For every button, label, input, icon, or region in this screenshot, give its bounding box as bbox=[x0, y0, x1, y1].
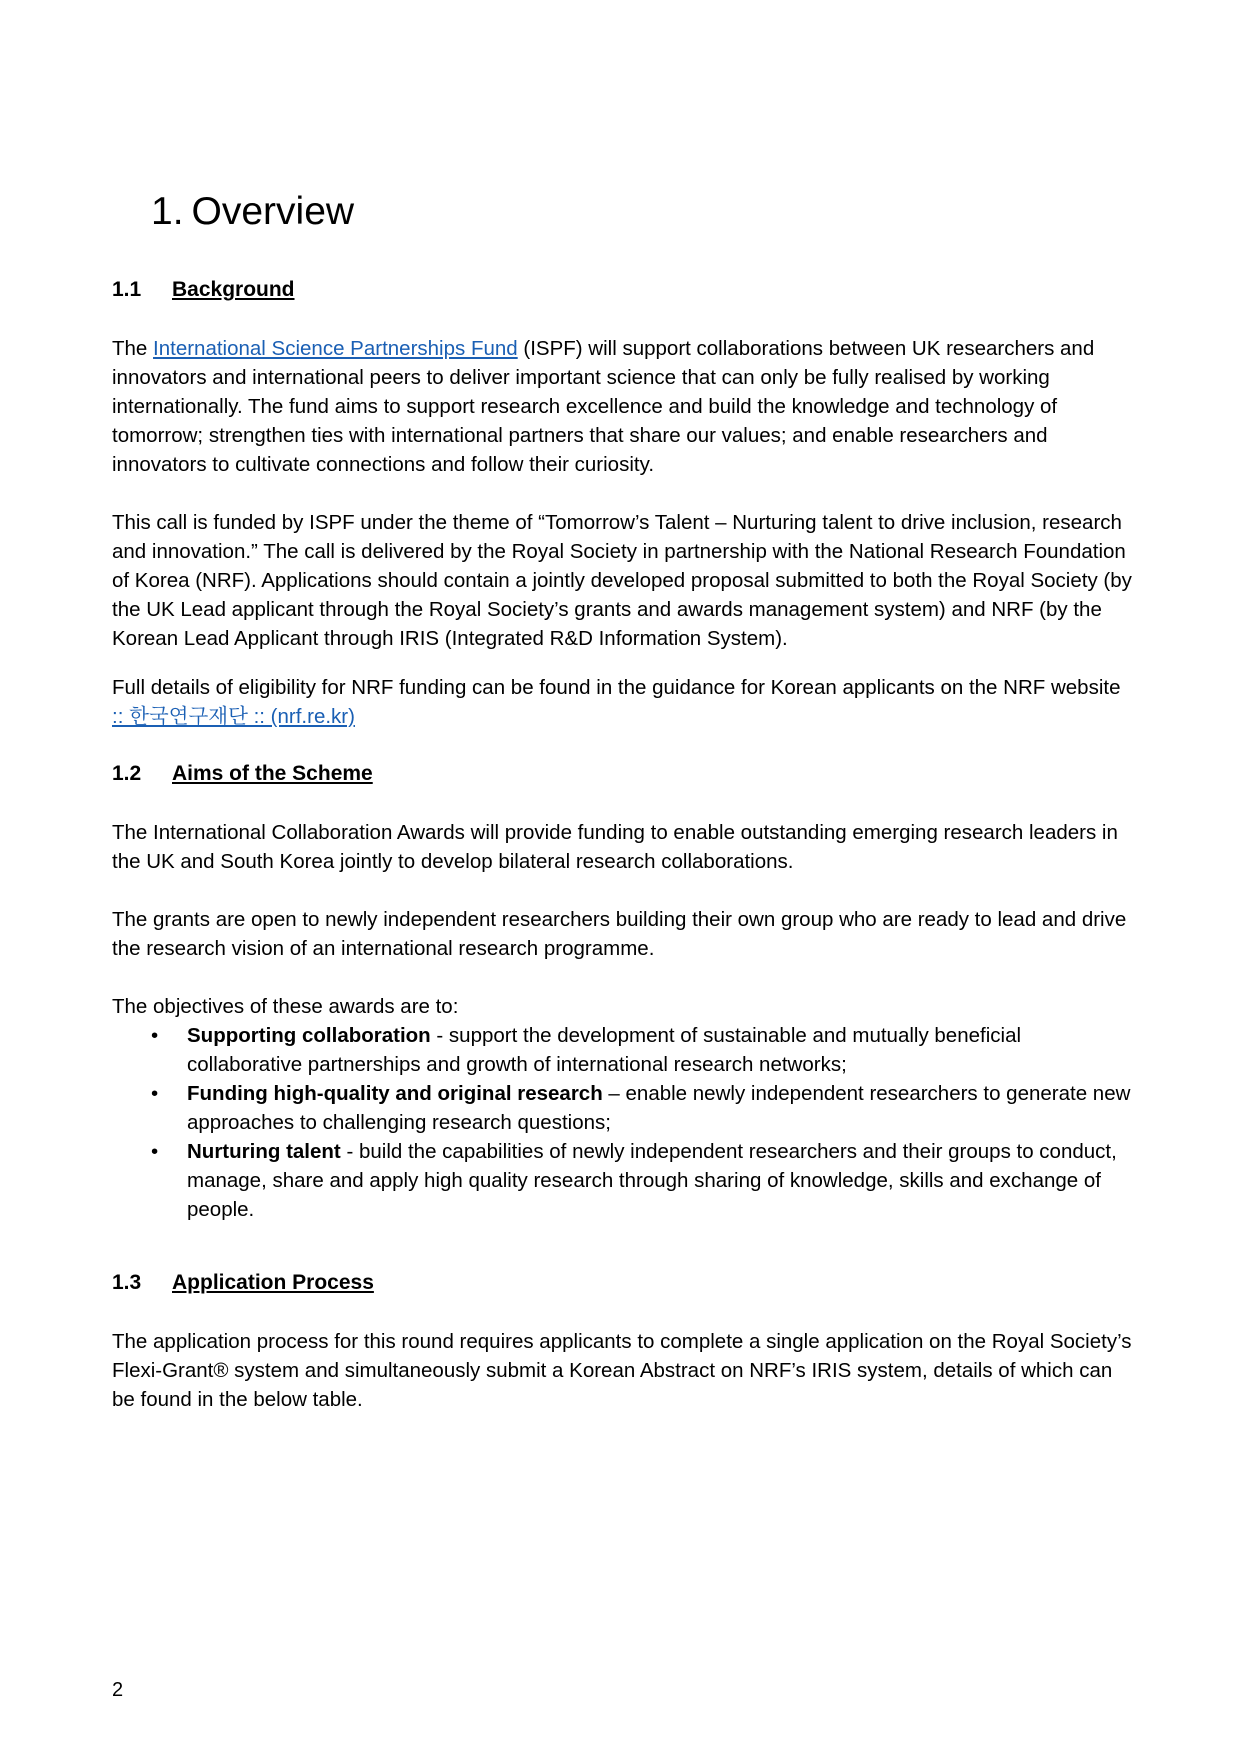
section-title: Application Process bbox=[172, 1271, 374, 1294]
aims-paragraph-2: The grants are open to newly independent researchers building their own group who are ready to lead and drive the research vision of an international research programme. bbox=[112, 908, 1127, 960]
section-number: 1.3 bbox=[112, 1271, 142, 1294]
page-title bbox=[151, 190, 354, 234]
section-title: Background bbox=[172, 278, 295, 301]
title-number: 1. bbox=[151, 190, 184, 233]
bullet-icon: • bbox=[151, 1024, 159, 1047]
text-run: (ISPF) will support collaborations between UK researchers and innovators and international peers to deliver important science that can only be fully realised by working internationally. The fund aims to support research excellence and build the knowledge and technology of tomorrow; strengthen ties with international partners that share our values; and enable researchers and innovators to cultivate connections and follow their curiosity. bbox=[112, 337, 1095, 476]
section-heading-process bbox=[112, 1270, 374, 1296]
list-item bbox=[112, 1137, 1132, 1224]
text-run: The bbox=[112, 337, 154, 360]
ispf-link[interactable]: International Science Partnerships Fund bbox=[153, 337, 518, 360]
objective-text: - build the capabilities of newly independent researchers and their groups to conduct, manage, share and apply high quality research through sharing of knowledge, skills and exchange of people. bbox=[187, 1140, 1117, 1221]
text-run: Full details of eligibility for NRF funding can be found in the guidance for Korean applicants on the NRF website bbox=[112, 676, 1121, 699]
section-number: 1.2 bbox=[112, 762, 142, 785]
objective-title: Nurturing talent bbox=[187, 1140, 341, 1163]
aims-paragraph-1: The International Collaboration Awards will provide funding to enable outstanding emerging research leaders in the UK and South Korea jointly to develop bilateral research collaborations. bbox=[112, 821, 1118, 873]
title-text: Overview bbox=[191, 190, 355, 233]
objective-text: - support the development of sustainable and mutually beneficial collaborative partnerships and growth of international research networks; bbox=[187, 1024, 1022, 1076]
page-number: 2 bbox=[112, 1679, 124, 1701]
process-paragraph-1: The application process for this round requires applicants to complete a single application on the Royal Society’s Flexi-Grant® system and simultaneously submit a Korean Abstract on NRF’s IRIS system, details of which can be found in the below table. bbox=[112, 1330, 1132, 1411]
objective-title: Funding high-quality and original research bbox=[187, 1082, 603, 1105]
bullet-icon: • bbox=[151, 1082, 159, 1105]
section-heading-background bbox=[112, 277, 295, 303]
background-paragraph-1 bbox=[112, 334, 1132, 479]
background-paragraph-2: This call is funded by ISPF under the theme of “Tomorrow’s Talent – Nurturing talent to drive inclusion, research and innovation.” The call is delivered by the Royal Society in partnership with the National Research Foundation of Korea (NRF). Applications should contain a jointly developed proposal submitted to both the Royal Society (by the UK Lead applicant through the Royal Society’s grants and awards management system) and NRF (by the Korean Lead Applicant through IRIS (Integrated R&D Information System). bbox=[112, 511, 1132, 650]
section-number: 1.1 bbox=[112, 278, 142, 301]
bullet-icon: • bbox=[151, 1140, 159, 1163]
objectives-list bbox=[112, 1021, 1132, 1224]
objective-title: Supporting collaboration bbox=[187, 1024, 431, 1047]
nrf-website-link[interactable]: :: 한국연구재단 :: (nrf.re.kr) bbox=[112, 705, 355, 728]
objective-text: – enable newly independent researchers to generate new approaches to challenging research questions; bbox=[187, 1082, 1131, 1134]
list-item bbox=[112, 1021, 1132, 1079]
list-item bbox=[112, 1079, 1132, 1137]
section-title: Aims of the Scheme bbox=[172, 762, 373, 785]
section-heading-aims bbox=[112, 761, 373, 787]
background-paragraph-3 bbox=[112, 673, 1132, 731]
aims-paragraph-3: The objectives of these awards are to: bbox=[112, 995, 459, 1018]
